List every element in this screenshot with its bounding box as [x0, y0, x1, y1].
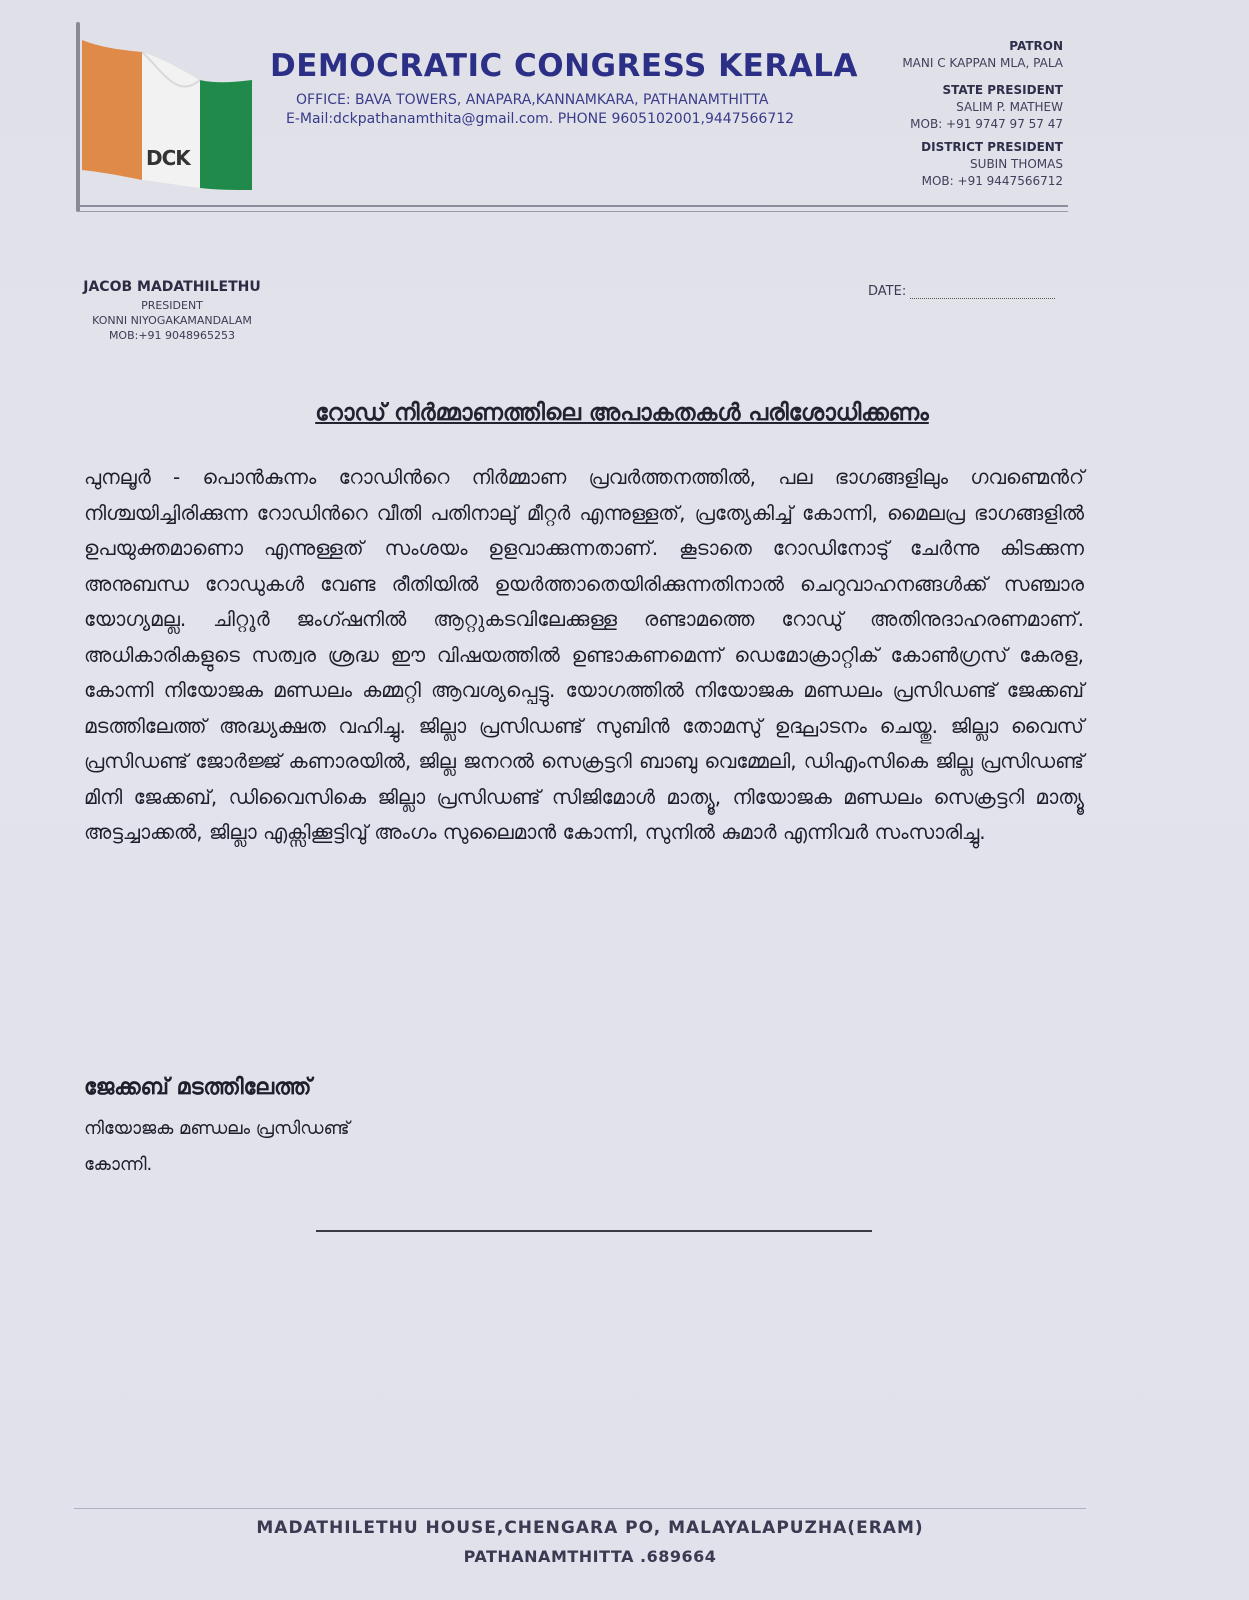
header-divider — [78, 205, 1068, 207]
officers-panel — [803, 38, 1063, 190]
author-role: PRESIDENT — [141, 299, 203, 312]
patron-name: MANI C KAPPAN MLA, PALA — [902, 56, 1063, 70]
state-president-role: STATE PRESIDENT — [942, 83, 1063, 97]
closing-divider — [316, 1230, 872, 1232]
party-flag-logo — [72, 18, 262, 218]
district-president-mob: MOB: +91 9447566712 — [921, 174, 1063, 188]
author-block — [62, 280, 282, 343]
author-name: JACOB MADATHILETHU — [83, 279, 261, 295]
logo-text: DCK — [146, 146, 190, 170]
signature-name: ജേക്കബ് മടത്തിലേത്ത് — [84, 1075, 312, 1100]
org-contact: E-Mail:dckpathanamthita@gmail.com. PHONE 9605102001,9447566712 — [286, 111, 795, 127]
date-label: DATE: — [868, 284, 907, 299]
state-president-name: SALIM P. MATHEW — [956, 100, 1063, 114]
patron-role: PATRON — [1009, 39, 1063, 53]
flag-pole — [76, 22, 80, 212]
letter-title: റോഡ് നിർമ്മാണത്തിലെ അപാകതകൾ പരിശോധിക്കണം — [315, 400, 929, 426]
date-blank-line — [910, 298, 1055, 299]
footer-address-line1: MADATHILETHU HOUSE,CHENGARA PO, MALAYALAPUZHA(ERAM) — [256, 1518, 924, 1538]
footer-address-line2: PATHANAMTHITTA .689664 — [463, 1547, 717, 1566]
state-president-mob: MOB: +91 9747 97 57 47 — [910, 117, 1063, 131]
header-divider-thin — [78, 211, 1068, 212]
district-president-name: SUBIN THOMAS — [970, 157, 1063, 171]
date-field — [868, 284, 1055, 299]
author-unit: KONNI NIYOGAKAMANDALAM — [92, 314, 252, 327]
signature-place: കോന്നി. — [84, 1154, 153, 1175]
signature-role: നിയോജക മണ്ഡലം പ്രസിഡണ്ട് — [84, 1118, 350, 1139]
district-president-role: DISTRICT PRESIDENT — [921, 140, 1063, 154]
footer-divider — [74, 1508, 1086, 1509]
letter-body: പുനലൂർ - പൊൻകുന്നം റോഡിൻറെ നിർമ്മാണ പ്രവർത്തനത്തിൽ, പല ഭാഗങ്ങളിലും ഗവണ്മെൻറ് നിശ്ചയിച്ചിരിക്കുന്ന റോഡിൻറെ വീതി പതിനാലു് മീറ്റർ എന്നുള്ളത്, പ്രത്യേകിച്ച് കോന്നി, മൈലപ്ര ഭാഗങ്ങളിൽ ഉപയുക്തമാണൊ എന്നുള്ളത് സംശയം ഉളവാക്കുന്നതാണ്. കൂടാതെ റോഡിനോടു് ചേർന്നു കിടക്കുന്ന അനുബന്ധ റോഡുകൾ വേണ്ട രീതിയിൽ ഉയർത്താതെയിരിക്കുന്നതിനാൽ ചെറുവാഹനങ്ങൾക്ക് സഞ്ചാര യോഗ്യമല്ല. ചിറ്റൂർ ജംഗ്ഷനിൽ ആറ്റുകടവിലേക്കുള്ള രണ്ടാമത്തെ റോഡു് അതിനുദാഹരണമാണ്. അധികാരികളുടെ സത്വര ശ്രദ്ധ ഈ വിഷയത്തിൽ ഉണ്ടാകണമെന്ന് ഡെമോക്രാറ്റിക് കോൺഗ്രസ് കേരള, കോന്നി നിയോജക മണ്ഡലം കമ്മറ്റി ആവശ്യപ്പെട്ടു. യോഗത്തിൽ നിയോജക മണ്ഡലം പ്രസിഡണ്ട് ജേക്കബ് മടത്തിലേത്ത് അദ്ധ്യക്ഷത വഹിച്ചു. ജില്ലാ പ്രസിഡണ്ട് സുബിൻ തോമസു് ഉദ്ഘാടനം ചെയ്തു. ജില്ലാ വൈസ് പ്രസിഡണ്ട് ജോർജ്ജ് കണാരയിൽ, ജില്ല ജനറൽ സെക്രട്ടറി ബാബു വെമ്മേലി, ഡിഎംസികെ ജില്ല പ്രസിഡണ്ട് മിനി ജേക്കബ്, ഡിവൈസികെ ജില്ലാ പ്രസിഡണ്ട് സിജിമോൾ മാത്യൂ, നിയോജക മണ്ഡലം സെക്രട്ടറി മാത്യൂ അട്ടച്ചാക്കൽ, ജില്ലാ എക്സിക്കൂട്ടിവു് അംഗം സുലൈമാൻ കോന്നി, സുനിൽ കുമാർ എന്നിവർ സംസാരിച്ചു. — [84, 465, 1084, 844]
org-office-address: OFFICE: BAVA TOWERS, ANAPARA,KANNAMKARA, PATHANAMTHITTA — [296, 92, 769, 108]
org-name: DEMOCRATIC CONGRESS KERALA — [270, 48, 858, 84]
author-mob: MOB:+91 9048965253 — [108, 329, 236, 342]
